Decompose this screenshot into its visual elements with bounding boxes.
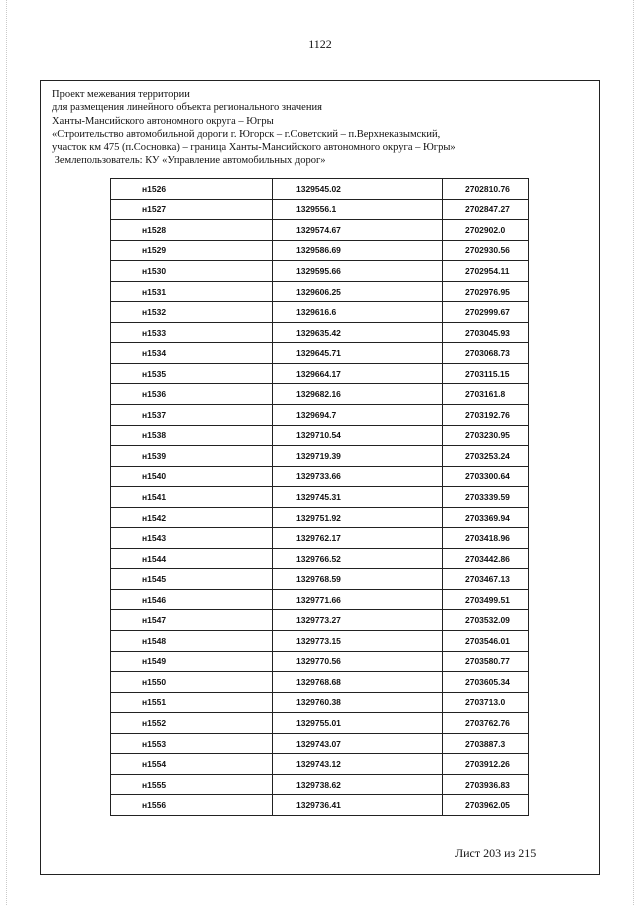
y-coordinate-cell: 2702976.95 xyxy=(443,281,529,302)
page-number: 1122 xyxy=(308,37,332,51)
point-name-cell: н1528 xyxy=(111,220,273,241)
table-row xyxy=(111,363,529,384)
x-coordinate-cell: 1329755.01 xyxy=(273,713,443,734)
x-coordinate-cell: 1329574.67 xyxy=(273,220,443,241)
x-coordinate-cell: 1329719.39 xyxy=(273,446,443,467)
table-row xyxy=(111,528,529,549)
table-row xyxy=(111,281,529,302)
y-coordinate-cell: 2703962.05 xyxy=(443,795,529,816)
table-row xyxy=(111,487,529,508)
point-name-cell: н1539 xyxy=(111,446,273,467)
point-name-cell: н1530 xyxy=(111,261,273,282)
point-name-cell: н1553 xyxy=(111,733,273,754)
table-row xyxy=(111,548,529,569)
point-name-cell: н1552 xyxy=(111,713,273,734)
x-coordinate-cell: 1329710.54 xyxy=(273,425,443,446)
table-row xyxy=(111,795,529,816)
y-coordinate-cell: 2702902.0 xyxy=(443,220,529,241)
x-coordinate-cell: 1329606.25 xyxy=(273,281,443,302)
y-coordinate-cell: 2703339.59 xyxy=(443,487,529,508)
header-line: Землепользователь: КУ «Управление автомобильных дорог» xyxy=(52,155,326,167)
x-coordinate-cell: 1329556.1 xyxy=(273,199,443,220)
y-coordinate-cell: 2703045.93 xyxy=(443,322,529,343)
point-name-cell: н1527 xyxy=(111,199,273,220)
x-coordinate-cell: 1329733.66 xyxy=(273,466,443,487)
point-name-cell: н1551 xyxy=(111,692,273,713)
header-line: участок км 475 (п.Сосновка) – граница Ханты-Мансийского автономного округа – Югры» xyxy=(52,142,456,154)
coordinates-table xyxy=(110,178,529,816)
y-coordinate-cell: 2703499.51 xyxy=(443,589,529,610)
y-coordinate-cell: 2703161.8 xyxy=(443,384,529,405)
x-coordinate-cell: 1329768.59 xyxy=(273,569,443,590)
y-coordinate-cell: 2703762.76 xyxy=(443,713,529,734)
x-coordinate-cell: 1329736.41 xyxy=(273,795,443,816)
x-coordinate-cell: 1329616.6 xyxy=(273,302,443,323)
point-name-cell: н1534 xyxy=(111,343,273,364)
table-row xyxy=(111,302,529,323)
x-coordinate-cell: 1329745.31 xyxy=(273,487,443,508)
scan-edge-left xyxy=(6,0,8,905)
point-name-cell: н1535 xyxy=(111,363,273,384)
y-coordinate-cell: 2703442.86 xyxy=(443,548,529,569)
point-name-cell: н1536 xyxy=(111,384,273,405)
table-row xyxy=(111,261,529,282)
x-coordinate-cell: 1329645.71 xyxy=(273,343,443,364)
table-row xyxy=(111,240,529,261)
scan-edge-right xyxy=(633,0,635,905)
point-name-cell: н1542 xyxy=(111,507,273,528)
point-name-cell: н1554 xyxy=(111,754,273,775)
y-coordinate-cell: 2703253.24 xyxy=(443,446,529,467)
point-name-cell: н1531 xyxy=(111,281,273,302)
x-coordinate-cell: 1329773.27 xyxy=(273,610,443,631)
x-coordinate-cell: 1329760.38 xyxy=(273,692,443,713)
table-row xyxy=(111,466,529,487)
table-row xyxy=(111,692,529,713)
table-row xyxy=(111,610,529,631)
table-row xyxy=(111,343,529,364)
x-coordinate-cell: 1329694.7 xyxy=(273,405,443,426)
x-coordinate-cell: 1329766.52 xyxy=(273,548,443,569)
point-name-cell: н1549 xyxy=(111,651,273,672)
point-name-cell: н1533 xyxy=(111,322,273,343)
y-coordinate-cell: 2703115.15 xyxy=(443,363,529,384)
point-name-cell: н1540 xyxy=(111,466,273,487)
table-row xyxy=(111,651,529,672)
x-coordinate-cell: 1329682.16 xyxy=(273,384,443,405)
y-coordinate-cell: 2703532.09 xyxy=(443,610,529,631)
table-row xyxy=(111,774,529,795)
point-name-cell: н1543 xyxy=(111,528,273,549)
x-coordinate-cell: 1329738.62 xyxy=(273,774,443,795)
table-row xyxy=(111,672,529,693)
point-name-cell: н1556 xyxy=(111,795,273,816)
document-header xyxy=(52,88,592,168)
table-row xyxy=(111,569,529,590)
point-name-cell: н1526 xyxy=(111,179,273,200)
y-coordinate-cell: 2703546.01 xyxy=(443,631,529,652)
y-coordinate-cell: 2703887.3 xyxy=(443,733,529,754)
x-coordinate-cell: 1329770.56 xyxy=(273,651,443,672)
table-row xyxy=(111,179,529,200)
table-row xyxy=(111,507,529,528)
point-name-cell: н1538 xyxy=(111,425,273,446)
y-coordinate-cell: 2703192.76 xyxy=(443,405,529,426)
y-coordinate-cell: 2702847.27 xyxy=(443,199,529,220)
x-coordinate-cell: 1329768.68 xyxy=(273,672,443,693)
header-line: Проект межевания территории xyxy=(52,89,190,100)
table-row xyxy=(111,631,529,652)
x-coordinate-cell: 1329762.17 xyxy=(273,528,443,549)
y-coordinate-cell: 2703605.34 xyxy=(443,672,529,693)
y-coordinate-cell: 2703936.83 xyxy=(443,774,529,795)
y-coordinate-cell: 2703713.0 xyxy=(443,692,529,713)
point-name-cell: н1532 xyxy=(111,302,273,323)
table-row xyxy=(111,589,529,610)
point-name-cell: н1541 xyxy=(111,487,273,508)
point-name-cell: н1546 xyxy=(111,589,273,610)
y-coordinate-cell: 2703230.95 xyxy=(443,425,529,446)
y-coordinate-cell: 2702810.76 xyxy=(443,179,529,200)
sheet-label: Лист 203 из 215 xyxy=(455,846,537,860)
y-coordinate-cell: 2702954.11 xyxy=(443,261,529,282)
x-coordinate-cell: 1329743.07 xyxy=(273,733,443,754)
point-name-cell: н1545 xyxy=(111,569,273,590)
y-coordinate-cell: 2703912.26 xyxy=(443,754,529,775)
header-line: Ханты-Мансийского автономного округа – Югры xyxy=(52,115,274,127)
point-name-cell: н1550 xyxy=(111,672,273,693)
table-row xyxy=(111,220,529,241)
y-coordinate-cell: 2703369.94 xyxy=(443,507,529,528)
y-coordinate-cell: 2703068.73 xyxy=(443,343,529,364)
point-name-cell: н1548 xyxy=(111,631,273,652)
y-coordinate-cell: 2702999.67 xyxy=(443,302,529,323)
table-row xyxy=(111,425,529,446)
table-row xyxy=(111,446,529,467)
table-row xyxy=(111,713,529,734)
x-coordinate-cell: 1329635.42 xyxy=(273,322,443,343)
table-row xyxy=(111,384,529,405)
table-row xyxy=(111,754,529,775)
x-coordinate-cell: 1329664.17 xyxy=(273,363,443,384)
x-coordinate-cell: 1329743.12 xyxy=(273,754,443,775)
x-coordinate-cell: 1329586.69 xyxy=(273,240,443,261)
y-coordinate-cell: 2703300.64 xyxy=(443,466,529,487)
header-line: «Строительство автомобильной дороги г. Югорск – г.Советский – п.Верхнеказымский, xyxy=(52,128,441,140)
x-coordinate-cell: 1329595.66 xyxy=(273,261,443,282)
y-coordinate-cell: 2702930.56 xyxy=(443,240,529,261)
point-name-cell: н1537 xyxy=(111,405,273,426)
table-row xyxy=(111,733,529,754)
x-coordinate-cell: 1329545.02 xyxy=(273,179,443,200)
table-row xyxy=(111,322,529,343)
x-coordinate-cell: 1329773.15 xyxy=(273,631,443,652)
point-name-cell: н1544 xyxy=(111,548,273,569)
point-name-cell: н1529 xyxy=(111,240,273,261)
table-row xyxy=(111,405,529,426)
y-coordinate-cell: 2703467.13 xyxy=(443,569,529,590)
point-name-cell: н1555 xyxy=(111,774,273,795)
y-coordinate-cell: 2703580.77 xyxy=(443,651,529,672)
y-coordinate-cell: 2703418.96 xyxy=(443,528,529,549)
point-name-cell: н1547 xyxy=(111,610,273,631)
x-coordinate-cell: 1329771.66 xyxy=(273,589,443,610)
table-row xyxy=(111,199,529,220)
header-line: для размещения линейного объекта регионального значения xyxy=(52,102,322,114)
x-coordinate-cell: 1329751.92 xyxy=(273,507,443,528)
